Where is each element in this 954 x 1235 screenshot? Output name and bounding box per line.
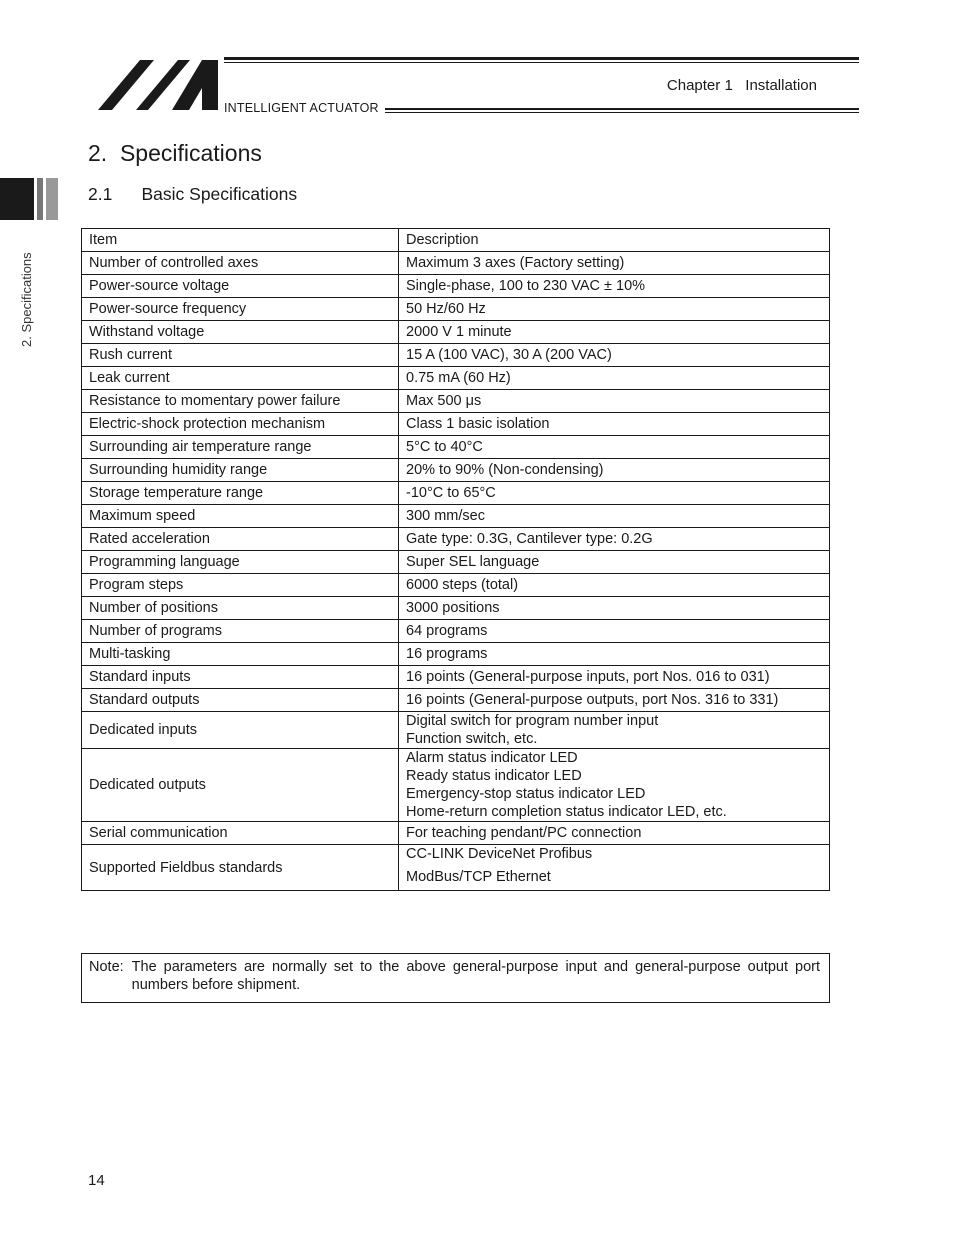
spec-description-cell: Gate type: 0.3G, Cantilever type: 0.2G [399,528,830,551]
note-box [81,953,830,1003]
table-row [82,666,830,689]
note-label: Note: [89,959,124,975]
table-row [82,459,830,482]
spec-description-cell [399,845,830,891]
table-header-row [82,229,830,252]
table-row [82,551,830,574]
spec-description-cell: -10°C to 65°C [399,482,830,505]
table-row [82,749,830,822]
table-row [82,528,830,551]
brand-rule-thin [385,112,859,113]
column-header-item: Item [82,229,399,252]
table-row [82,597,830,620]
table-row [82,822,830,845]
spec-item-cell: Number of controlled axes [82,252,399,275]
spec-description-cell: 3000 positions [399,597,830,620]
spec-description-line: CC-LINK DeviceNet Profibus [406,846,593,862]
spec-description-cell: 300 mm/sec [399,505,830,528]
side-tab-label: 2. Specifications [19,252,34,347]
spec-item-cell: Surrounding humidity range [82,459,399,482]
chapter-title: Chapter 1 Installation [666,77,817,94]
spec-description-line: Alarm status indicator LED [406,750,578,766]
spec-item-cell: Supported Fieldbus standards [82,845,399,891]
spec-description-cell: Maximum 3 axes (Factory setting) [399,252,830,275]
spec-item-cell: Number of positions [82,597,399,620]
header-rule-thin [224,62,859,63]
spec-description-cell: 5°C to 40°C [399,436,830,459]
table-row [82,845,830,891]
table-row [82,252,830,275]
table-row [82,505,830,528]
spec-description-cell: 16 points (General-purpose inputs, port Nos. 016 to 031) [399,666,830,689]
spec-item-cell: Program steps [82,574,399,597]
column-header-description: Description [399,229,830,252]
spec-description-cell: 16 programs [399,643,830,666]
spec-description-line: Digital switch for program number input [406,713,659,729]
spec-description-cell: 20% to 90% (Non-condensing) [399,459,830,482]
spec-description-cell: 64 programs [399,620,830,643]
spec-item-cell: Standard outputs [82,689,399,712]
table-row [82,620,830,643]
chapter-tab-marker [0,178,58,220]
note-text: The parameters are normally set to the above general-purpose input and general-purpose output port numbers before shipment. [131,959,820,993]
spec-description-cell: 2000 V 1 minute [399,321,830,344]
spec-description-cell: Class 1 basic isolation [399,413,830,436]
spec-description-line: Ready status indicator LED [406,768,582,784]
page-title: 2. Specifications [88,140,262,166]
spec-description-cell: 6000 steps (total) [399,574,830,597]
iai-logo-icon [96,58,220,112]
spec-description-line: Home-return completion status indicator LED, etc. [406,804,727,820]
spec-description-line: Emergency-stop status indicator LED [406,786,646,802]
spec-item-cell: Dedicated inputs [82,712,399,749]
spec-description-cell: 16 points (General-purpose outputs, port Nos. 316 to 331) [399,689,830,712]
table-row [82,413,830,436]
spec-item-cell: Programming language [82,551,399,574]
spec-description-cell [399,749,830,822]
spec-item-cell: Dedicated outputs [82,749,399,822]
spec-description-line: Function switch, etc. [406,731,538,747]
spec-description-cell: 0.75 mA (60 Hz) [399,367,830,390]
page-number: 14 [88,1172,105,1189]
table-row [82,390,830,413]
spec-item-cell: Storage temperature range [82,482,399,505]
table-row [82,367,830,390]
spec-item-cell: Serial communication [82,822,399,845]
table-row [82,712,830,749]
spec-description-line: ModBus/TCP Ethernet [406,869,551,885]
spec-description-cell: 50 Hz/60 Hz [399,298,830,321]
table-row [82,482,830,505]
brand-name: INTELLIGENT ACTUATOR [224,101,379,115]
table-row [82,344,830,367]
spec-item-cell: Surrounding air temperature range [82,436,399,459]
table-row [82,574,830,597]
table-row [82,275,830,298]
spec-description-cell: Single-phase, 100 to 230 VAC ± 10% [399,275,830,298]
table-row [82,689,830,712]
spec-description-cell: Max 500 μs [399,390,830,413]
spec-description-cell: For teaching pendant/PC connection [399,822,830,845]
table-row [82,298,830,321]
spec-item-cell: Number of programs [82,620,399,643]
table-row [82,321,830,344]
spec-item-cell: Rush current [82,344,399,367]
spec-item-cell: Resistance to momentary power failure [82,390,399,413]
spec-item-cell: Leak current [82,367,399,390]
spec-item-cell: Maximum speed [82,505,399,528]
spec-description-cell: 15 A (100 VAC), 30 A (200 VAC) [399,344,830,367]
spec-description-cell [399,712,830,749]
spec-description-cell: Super SEL language [399,551,830,574]
spec-item-cell: Power-source voltage [82,275,399,298]
spec-item-cell: Standard inputs [82,666,399,689]
header-rule [224,57,859,60]
table-row [82,436,830,459]
spec-item-cell: Rated acceleration [82,528,399,551]
specifications-table [81,228,830,891]
brand-rule [385,108,859,110]
spec-item-cell: Electric-shock protection mechanism [82,413,399,436]
table-row [82,643,830,666]
spec-item-cell: Multi-tasking [82,643,399,666]
spec-item-cell: Power-source frequency [82,298,399,321]
section-subtitle: 2.1 Basic Specifications [88,184,298,204]
spec-item-cell: Withstand voltage [82,321,399,344]
